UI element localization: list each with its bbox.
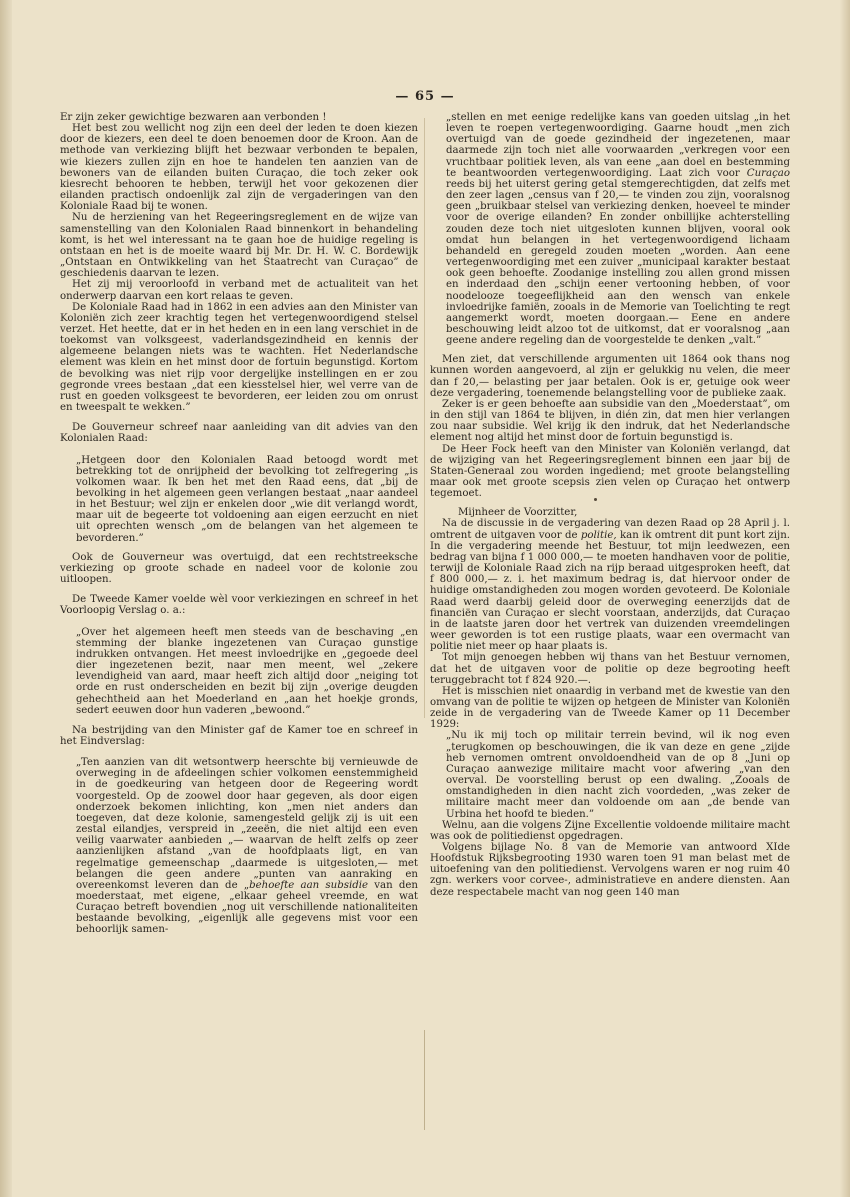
paragraph: Na bestrijding van den Minister gaf de Kamer toe en schreef in het Eindverslag:: [60, 724, 418, 747]
paragraph: De Tweede Kamer voelde wèl voor verkiezingen en schreef in het Voorloopig Verslag o. a.:: [60, 594, 418, 617]
page-number: — 65 —: [395, 89, 455, 104]
paragraph: Nu de herziening van het Regeeringsreglement en de wijze van samenstelling van den Kolonialen Raad binnenkort in behandeling komt, is het wel interessant na te gaan hoe de huidige regeling is ontstaan en het is de moeite waard bij Mr. Dr. H. W. C. Bordewijk „Ontstaan en Ontwikkeling van het Staatrecht van Curaçao” de geschiedenis daarvan te lezen.: [60, 212, 418, 280]
paragraph-emphasis: politie,: [580, 529, 617, 541]
quote-minister: „Nu ik mij toch op militair terrein bevind, wil ik nog even „terugkomen op beschouwingen, die ik van deze en gene „zijde heb vernomen omtrent onvoldoendheid van de op 8 „Juni op Curaçao aanwezige militaire macht voor afwering „van den overval. De voorstelling berust op een dwaling. „Zooals de omstandigheden in dien nacht zich voordeden, „was zeker de militaire macht meer dan voldoende om aan „de bende van Urbina het hoofd te bieden.”: [446, 730, 790, 820]
paragraph-text: Na de discussie in de vergadering van dezen Raad op 28 April j. l. omtrent de uitgaven voor de: [430, 518, 790, 541]
quote-gouverneur: „Hetgeen door den Kolonialen Raad betoogd wordt met betrekking tot de onrijpheid der bevolking tot zelfregering „is volkomen waar. Ik ben het met den Raad eens, dat „bij de bevolking in het algemeen geen verlangen bestaat „naar aandeel in het Bestuur; wel zijn er enkelen door „wie dit verlangd wordt, maar uit de begeerte tot voldoening aan eigen eerzucht en niet uit oprechten wensch „om de belangen van het algemeen te bevorderen.”: [76, 454, 418, 544]
page-edge-left: [0, 0, 12, 1197]
salutation: Mijnheer de Voorzitter,: [458, 507, 578, 519]
paragraph: [430, 518, 790, 652]
quote-text: van den moederstaat, met eigene, „elkaar geheel vreemde, en wat Curaçao betreft bovendien „nog uit verschillende nationaliteiten bestaande bevolking, „eigenlijk alle gegevens mist voor een behoorlijk samen-: [76, 879, 418, 936]
paragraph: Het is misschien niet onaardig in verband met de kwestie van den omvang van de politie te wijzen op hetgeen de Minister van Koloniën zeide in de vergadering van de Tweede Kamer op 11 December 1929:: [430, 685, 790, 731]
quote-voorloopig-verslag: „Over het algemeen heeft men steeds van de beschaving „en stemming der blanke ingezetenen van Curaçao gunstige indrukken ontvangen. Het meest invloedrijke en „gegoede deel dier ingezetenen bezit, naar men meent, wel „zekere levendigheid van aard, maar heeft zich altijd door „neiging tot orde en rust onderscheiden en bezit bij zijn „overige deugden gehechtheid aan het Moederland en „aan het hoekje gronds, sedert eeuwen door hun vaderen „bewoond.”: [76, 626, 418, 716]
quote-eindverslag-continued: [430, 112, 790, 346]
paragraph: Ook de Gouverneur was overtuigd, dat een rechtstreeksche verkiezing op groote schade en nadeel voor de kolonie zou uitloopen.: [60, 551, 418, 586]
paragraph: De Koloniale Raad had in 1862 in een advies aan den Minister van Koloniën zich zeer krachtig tegen het vertegenwoordigend stelsel verzet. Het heette, dat er in het heden en in een lang verschiet in de toekomst van volksgeest, vaderlandsgezindheid en kennis der algemeene belangen niets was te wachten. Het Nederlandsche element was klein en het minst door de fortuin begunstigd. Kortom de bevolking was niet rijp voor dergelijke instellingen en er zou gegronde vrees bestaan „dat een kiesstelsel hier, wel verre van de rust en goeden volksgeest te bevorderen, eer leiden zou om onrust en tweespalt te wekken.”: [60, 301, 418, 414]
column-divider: [424, 118, 425, 718]
paragraph: Volgens bijlage No. 8 van de Memorie van antwoord XIde Hoofdstuk Rijksbegrooting 1930 waren toen 91 man belast met de uitoefening van den politiedienst. Vervolgens waren er nog ruim 40 zgn. werkers voor corvee-, administratieve en andere diensten. Aan deze respectabele macht van nog geen 140 man: [430, 842, 790, 898]
paragraph: Het zij mij veroorloofd in verband met de actualiteit van het onderwerp daarvan een kort relaas te geven.: [60, 279, 418, 302]
quote-eindverslag: [60, 757, 418, 936]
quote-text: „Ten aanzien van dit wetsontwerp heerschte bij vernieuwde de overweging in de afdeelingen schier volkomen eenstemmigheid in de goedkeuring van hetgeen door de Regeering wordt voorgesteld. Op de zoowel door haar gegeven, als door eigen onderzoek bekomen inlichting, kon „men niet anders dan toegeven, dat deze kolonie, samengesteld gelijk zij is uit een zestal eilandjes, verspreid in „zeeën, die niet altijd een even veilig vaarwater aanbieden „— waarvan de helft zelfs op zeer aanzienlijken afstand „van de hoofdplaats ligt, en van regelmatige gemeenschap „daarmede is uitgesloten,— met belangen die geen andere „punten van aanraking en overeenkomst leveren dan de „: [76, 757, 418, 891]
right-column: [430, 112, 790, 898]
paragraph: De Gouverneur schreef naar aanleiding van dit advies van den Kolonialen Raad:: [60, 422, 418, 445]
quote-text: „stellen en met eenige redelijke kans van goeden uitslag „in het leven te roepen vertegenwoordiging. Gaarne houdt „men zich overtuigd van de goede gezindheid der ingezetenen, maar daarmede zijn toch niet alle voorwaarden „verkregen voor een vruchtbaar politiek leven, als van eene „aan doel en bestemming te beantwoorden vertegenwoordiging. Laat zich voor: [446, 112, 790, 179]
column-divider-lower: [424, 1030, 425, 1130]
quote-emphasis: behoefte aan subsidie: [249, 879, 369, 891]
paragraph: Zeker is er geen behoefte aan subsidie van den „Moederstaat”, om in den stijl van 1864 te blijven, in dién zin, dat men hier verlangen zou naar subsidie. Wel krijg ik den indruk, dat het Nederlandsche element nog altijd het minst door de fortuin begunstigd is.: [430, 398, 790, 444]
paragraph: Men ziet, dat verschillende argumenten uit 1864 ook thans nog kunnen worden aangevoerd, al zijn er gelukkig nu velen, die meer dan f 20,— belasting per jaar betalen. Ook is er, getuige ook weer deze vergadering, toenemende belangstelling voor de publieke zaak.: [430, 354, 790, 399]
paragraph: Tot mijn genoegen hebben wij thans van het Bestuur vernomen, dat het de uitgaven voor de politie op deze begrooting heeft teruggebracht tot f 824 920.—.: [430, 652, 790, 686]
left-column: [60, 112, 418, 936]
paragraph: De Heer Fock heeft van den Minister van Koloniën verlangd, dat de wijziging van het Regeeringsreglement binnen een jaar bij de Staten-Generaal zou worden ingediend; met groote belangstelling maar ook met groote scepsis zien velen op Curaçao het ontwerp tegemoet.: [430, 443, 790, 500]
paragraph: Er zijn zeker gewichtige bezwaren aan verbonden !: [60, 112, 327, 123]
paragraph: Het best zou wellicht nog zijn een deel der leden te doen kiezen door de kiezers, een deel te doen benoemen door de Kroon. Aan de methode van verkiezing blijft het bezwaar verbonden te bepalen, wie kiezers zullen zijn en hoe te handelen ten aanzien van de bewoners van de eilanden buiten Curaçao, die toch zeker ook kiesrecht behooren te hebben, terwijl het voor gekozenen dier eilanden practisch ondoenlijk zal zijn de vergaderingen van den Koloniale Raad bij te wonen.: [60, 123, 418, 213]
quote-text: reeds bij het uiterst gering getal stemgerechtigden, dat zelfs met den zeer lagen „census van f 20,— te vinden zou zijn, vooralsnog geen „bruikbaar stelsel van verkiezing denken, hoeveel te minder voor de overige eilanden? En zonder onbillijke achterstelling zouden deze toch niet uitgesloten kunnen blijven, vooral ook omdat hun belangen in het vertegenwoordigend lichaam behandeld en geregeld zouden moeten „worden. Aan eene vertegenwoordiging met een zuiver „municipaal karakter bestaat ook geen behoefte. Zoodanige instelling zou allen grond missen en inderdaad den „schijn eener vertooning hebben, of voor noodelooze toegeeflijkheid aan den wensch van enkele invloedrijke famiën, zooals in de Memorie van Toelichting te regt aangemerkt wordt, moeten doorgaan.— Eene en andere beschouwing leidt alzoo tot de uitkomst, dat er vooralsnog „aan geene andere regeling dan de voorgestelde te denken „valt.”: [446, 178, 790, 347]
paragraph-text: kan ik omtrent dit punt kort zijn. In die vergadering meende het Bestuur, tot mijn leedwezen, een bedrag van bijna f 1 000 000,— te moeten handhaven voor de politie, terwijl de Koloniale Raad zich na rijp beraad uitgesproken heeft, dat f 800 000,— z. i. het maximum bedrag is, dat hiervoor onder de huidige omstandigheden zou mogen worden gevoteerd. De Koloniale Raad werd daarbij geleid door de overweging eenerzijds dat de financiën van Curaçao er slecht voorstaan, anderzijds, dat Curaçao in de laatste jaren door het vertrek van duizenden vreemdelingen weer geworden is tot een rustige plaats, waar een overmacht van politie niet meer op haar plaats is.: [430, 529, 790, 653]
page-edge-right: [840, 0, 850, 1197]
paragraph: Welnu, aan die volgens Zijne Excellentie voldoende militaire macht was ook de politiedienst opgedragen.: [430, 819, 790, 842]
quote-emphasis: Curaçao: [746, 167, 790, 179]
